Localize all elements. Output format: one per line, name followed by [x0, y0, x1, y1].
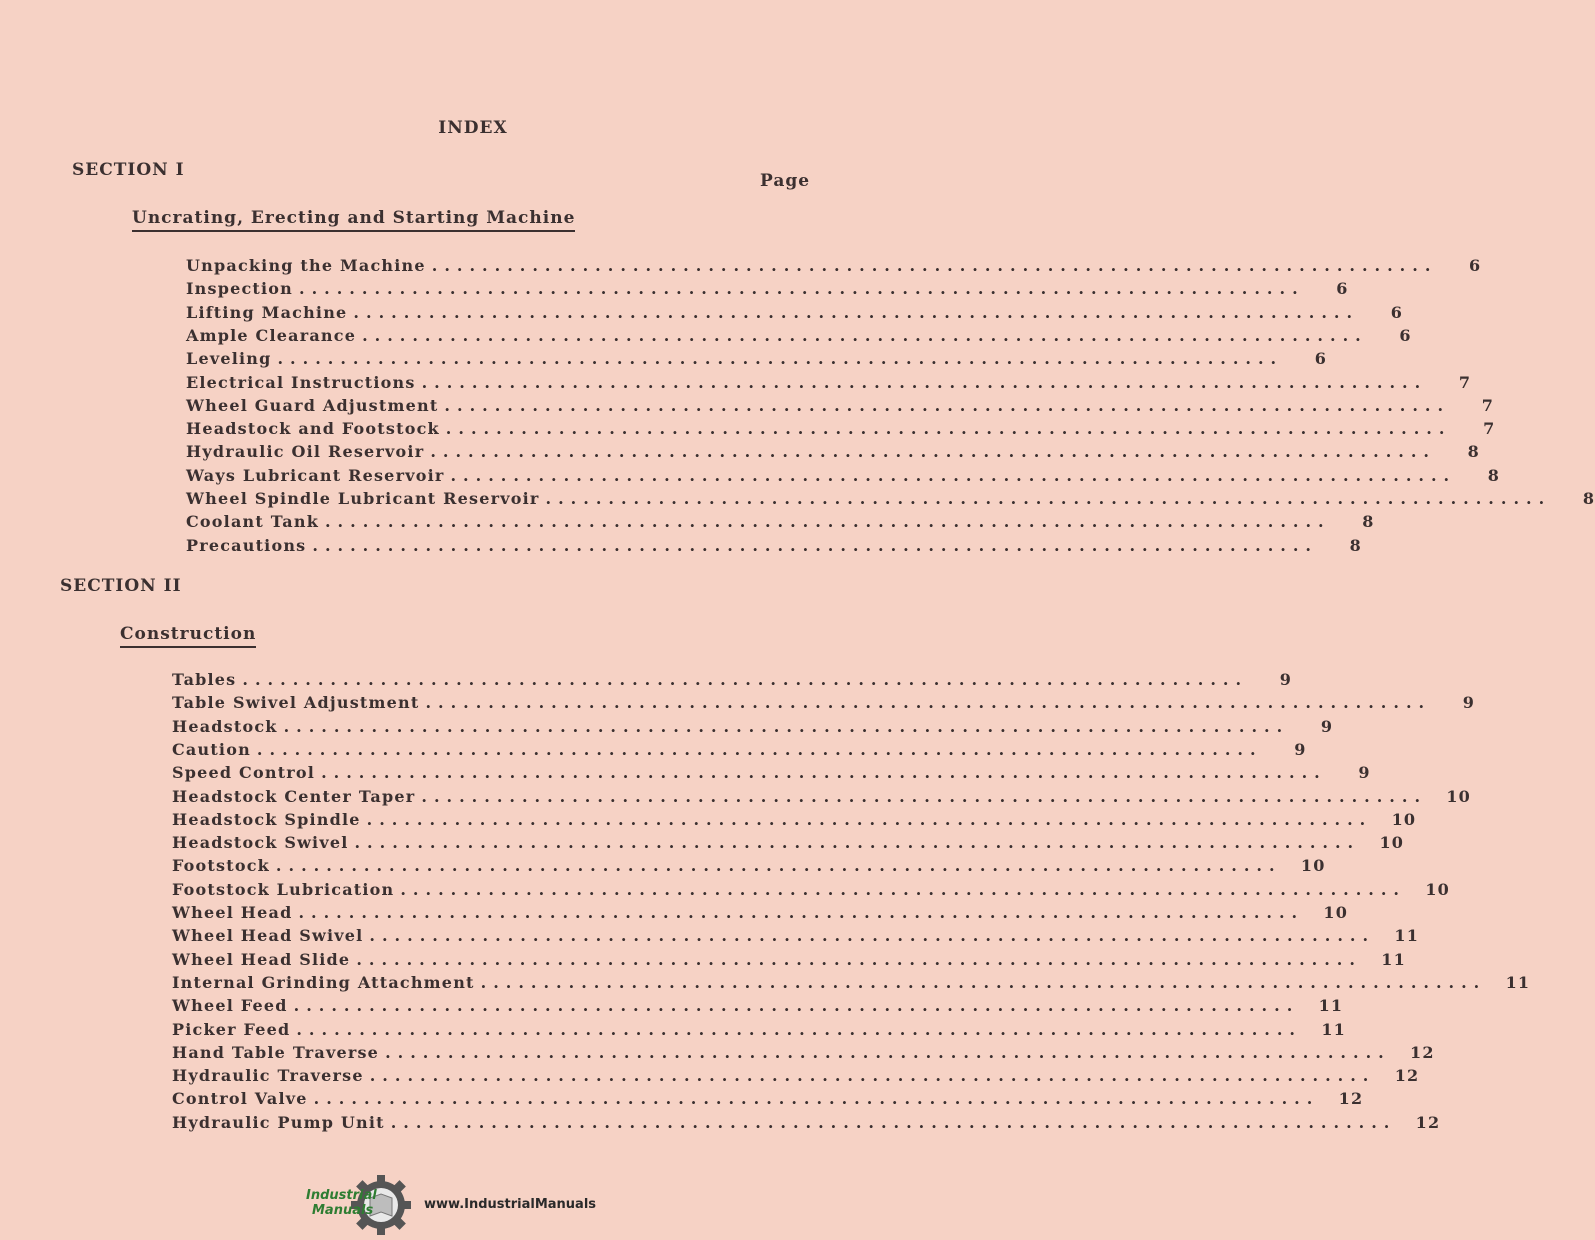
dot-leader: ................................................................................ [431, 256, 1438, 275]
toc-entry [172, 856, 1326, 876]
toc-entry-title: Precautions [186, 535, 307, 555]
dot-leader: ................................................................................ [283, 716, 1290, 736]
dot-leader: ................................................................................ [421, 786, 1428, 806]
toc-entry-page-number: 7 [1458, 372, 1472, 392]
toc-entry [186, 489, 1595, 508]
toc-entry-title: Leveling [186, 349, 272, 369]
toc-entry-title: Internal Grinding Attachment [172, 972, 475, 992]
toc-entry-page-number: 8 [1487, 465, 1501, 485]
dot-leader: ................................................................................ [312, 535, 1318, 555]
toc-entry-page-number: 12 [1415, 1112, 1441, 1132]
section-2-subheading: Construction [120, 624, 256, 648]
toc-entry [172, 972, 1531, 992]
toc-entry [172, 693, 1476, 713]
toc-entry [172, 1089, 1364, 1109]
toc-entry-title: Electrical Instructions [186, 372, 416, 392]
toc-entry-title: Coolant Tank [186, 512, 319, 532]
toc-entry [172, 926, 1420, 946]
toc-entry-page-number: 11 [1321, 1019, 1346, 1039]
toc-entry-page-number: 8 [1349, 535, 1362, 555]
toc-entry [172, 996, 1344, 1016]
toc-entry-page-number: 9 [1358, 763, 1371, 783]
dot-leader: ................................................................................ [444, 395, 1451, 415]
dot-leader: ................................................................................ [545, 489, 1552, 508]
toc-entry-title: Hand Table Traverse [172, 1042, 380, 1062]
toc-entry-page-number: 11 [1381, 949, 1406, 969]
dot-leader: ................................................................................ [366, 809, 1373, 829]
toc-entry [172, 670, 1293, 689]
toc-entry-title: Hydraulic Oil Reservoir [186, 442, 425, 462]
logo-line-2: Manuals [312, 1203, 374, 1218]
toc-entry-page-number: 6 [1469, 256, 1482, 275]
toc-entry [186, 442, 1480, 462]
logo-line-1: Industrial [306, 1188, 377, 1203]
toc-entry-title: Wheel Feed [172, 996, 288, 1016]
toc-entry-title: Speed Control [172, 763, 316, 783]
toc-entry-page-number: 10 [1391, 809, 1417, 829]
dot-leader: ................................................................................ [421, 372, 1428, 392]
toc-entry-page-number: 9 [1462, 693, 1476, 713]
dot-leader: ................................................................................ [353, 302, 1360, 322]
toc-entry-title: Hydraulic Pump Unit [172, 1112, 385, 1132]
dot-leader: ................................................................................ [480, 972, 1487, 992]
toc-entry [186, 535, 1362, 555]
toc-entry-title: Table Swivel Adjustment [172, 693, 420, 713]
dot-leader: ................................................................................ [296, 1019, 1302, 1039]
dot-leader: ................................................................................ [425, 693, 1432, 713]
toc-entry-title: Wheel Head Swivel [172, 926, 364, 946]
dot-leader: ................................................................................ [242, 670, 1249, 689]
toc-entry-page-number: 6 [1336, 279, 1349, 299]
dot-leader: ................................................................................ [298, 903, 1305, 922]
toc-entry-page-number: 12 [1410, 1042, 1435, 1062]
logo-text [306, 1188, 377, 1218]
dot-leader: ................................................................................ [390, 1112, 1397, 1132]
toc-entry-page-number: 7 [1481, 395, 1495, 415]
toc-entry-page-number: 10 [1425, 879, 1450, 899]
toc-entry-title: Tables [172, 670, 237, 689]
dot-leader: ................................................................................ [450, 465, 1457, 485]
dot-leader: ................................................................................ [445, 419, 1452, 439]
toc-entry-title: Wheel Guard Adjustment [186, 395, 439, 415]
dot-leader: ................................................................................ [356, 949, 1362, 969]
toc-entry-page-number: 10 [1446, 786, 1472, 806]
toc-entry [186, 395, 1495, 415]
toc-entry-title: Headstock Swivel [172, 833, 349, 853]
dot-leader: ................................................................................ [313, 1089, 1320, 1109]
toc-entry [172, 949, 1406, 969]
toc-entry-title: Headstock Spindle [172, 809, 361, 829]
toc-entry-page-number: 8 [1467, 442, 1480, 462]
dot-leader: ................................................................................ [293, 996, 1300, 1016]
toc-entry [172, 763, 1371, 783]
toc-entry-title: Wheel Head Slide [172, 949, 351, 969]
toc-entry-page-number: 6 [1390, 302, 1404, 322]
toc-entry [172, 833, 1405, 853]
footer-branding [300, 1174, 620, 1234]
toc-entry-title: Ways Lubricant Reservoir [186, 465, 445, 485]
page-column-heading: Page [760, 171, 811, 191]
section-1-subheading: Uncrating, Erecting and Starting Machine [132, 208, 575, 232]
toc-entry-title: Ample Clearance [186, 325, 357, 345]
toc-entry [172, 716, 1334, 736]
dot-leader: ................................................................................ [430, 442, 1436, 462]
toc-entry-page-number: 9 [1279, 670, 1293, 689]
toc-entry-page-number: 12 [1394, 1066, 1420, 1086]
dot-leader: ................................................................................ [385, 1042, 1391, 1062]
toc-entry [186, 325, 1412, 345]
toc-entry-title: Footstock Lubrication [172, 879, 395, 899]
toc-entry [186, 279, 1349, 299]
toc-entry-page-number: 11 [1318, 996, 1344, 1016]
toc-entry-page-number: 8 [1362, 512, 1375, 532]
toc-entry-page-number: 9 [1294, 739, 1307, 759]
dot-leader: ................................................................................ [299, 279, 1305, 299]
toc-entry-title: Control Valve [172, 1089, 308, 1109]
toc-entry [172, 1042, 1435, 1062]
toc-entry [172, 903, 1349, 922]
toc-entry-page-number: 10 [1379, 833, 1405, 853]
dot-leader: ................................................................................ [369, 926, 1376, 946]
toc-entry [172, 879, 1450, 899]
toc-entry-title: Unpacking the Machine [186, 256, 426, 275]
dot-leader: ................................................................................ [362, 325, 1368, 345]
toc-entry-title: Wheel Head [172, 903, 293, 922]
dot-leader: ................................................................................ [275, 856, 1282, 876]
toc-entry [172, 1112, 1441, 1132]
toc-entry-page-number: 7 [1483, 419, 1496, 439]
toc-entry [172, 739, 1307, 759]
toc-entry-page-number: 9 [1320, 716, 1334, 736]
dot-leader: ................................................................................ [369, 1066, 1376, 1086]
toc-entry [186, 256, 1482, 275]
toc-entry-title: Wheel Spindle Lubricant Reservoir [186, 489, 540, 508]
toc-entry [172, 786, 1472, 806]
dot-leader: ................................................................................ [400, 879, 1406, 899]
website-url: www.IndustrialManuals [424, 1197, 597, 1212]
page-title: INDEX [438, 118, 508, 138]
toc-entry [186, 419, 1496, 439]
dot-leader: ................................................................................ [324, 512, 1331, 532]
toc-entry [186, 465, 1501, 485]
toc-entry-page-number: 11 [1505, 972, 1531, 992]
toc-entry-title: Headstock [172, 716, 278, 736]
toc-entry-page-number: 8 [1582, 489, 1595, 508]
toc-entry-title: Headstock Center Taper [172, 786, 416, 806]
toc-entry [186, 512, 1375, 532]
toc-entry [186, 302, 1404, 322]
toc-entry-page-number: 11 [1394, 926, 1420, 946]
dot-leader: ................................................................................ [321, 763, 1327, 783]
toc-entry-title: Footstock [172, 856, 270, 876]
toc-entry-page-number: 10 [1300, 856, 1326, 876]
section-2-label: SECTION II [60, 576, 182, 596]
section-1-label: SECTION I [72, 160, 185, 180]
toc-entry-page-number: 10 [1323, 903, 1349, 922]
toc-entry-title: Inspection [186, 279, 294, 299]
toc-entry [172, 1066, 1420, 1086]
toc-entry-title: Lifting Machine [186, 302, 348, 322]
toc-entry [172, 1019, 1346, 1039]
toc-entry-page-number: 6 [1399, 325, 1412, 345]
dot-leader: ................................................................................ [256, 739, 1263, 759]
dot-leader: ................................................................................ [354, 833, 1361, 853]
toc-entry-title: Picker Feed [172, 1019, 291, 1039]
toc-entry-title: Caution [172, 739, 251, 759]
toc-entry-title: Headstock and Footstock [186, 419, 440, 439]
dot-leader: ................................................................................ [277, 349, 1284, 369]
toc-entry-page-number: 12 [1338, 1089, 1364, 1109]
toc-entry-title: Hydraulic Traverse [172, 1066, 364, 1086]
toc-entry [172, 809, 1417, 829]
toc-entry [186, 349, 1328, 369]
toc-entry-page-number: 6 [1314, 349, 1328, 369]
toc-entry [186, 372, 1472, 392]
